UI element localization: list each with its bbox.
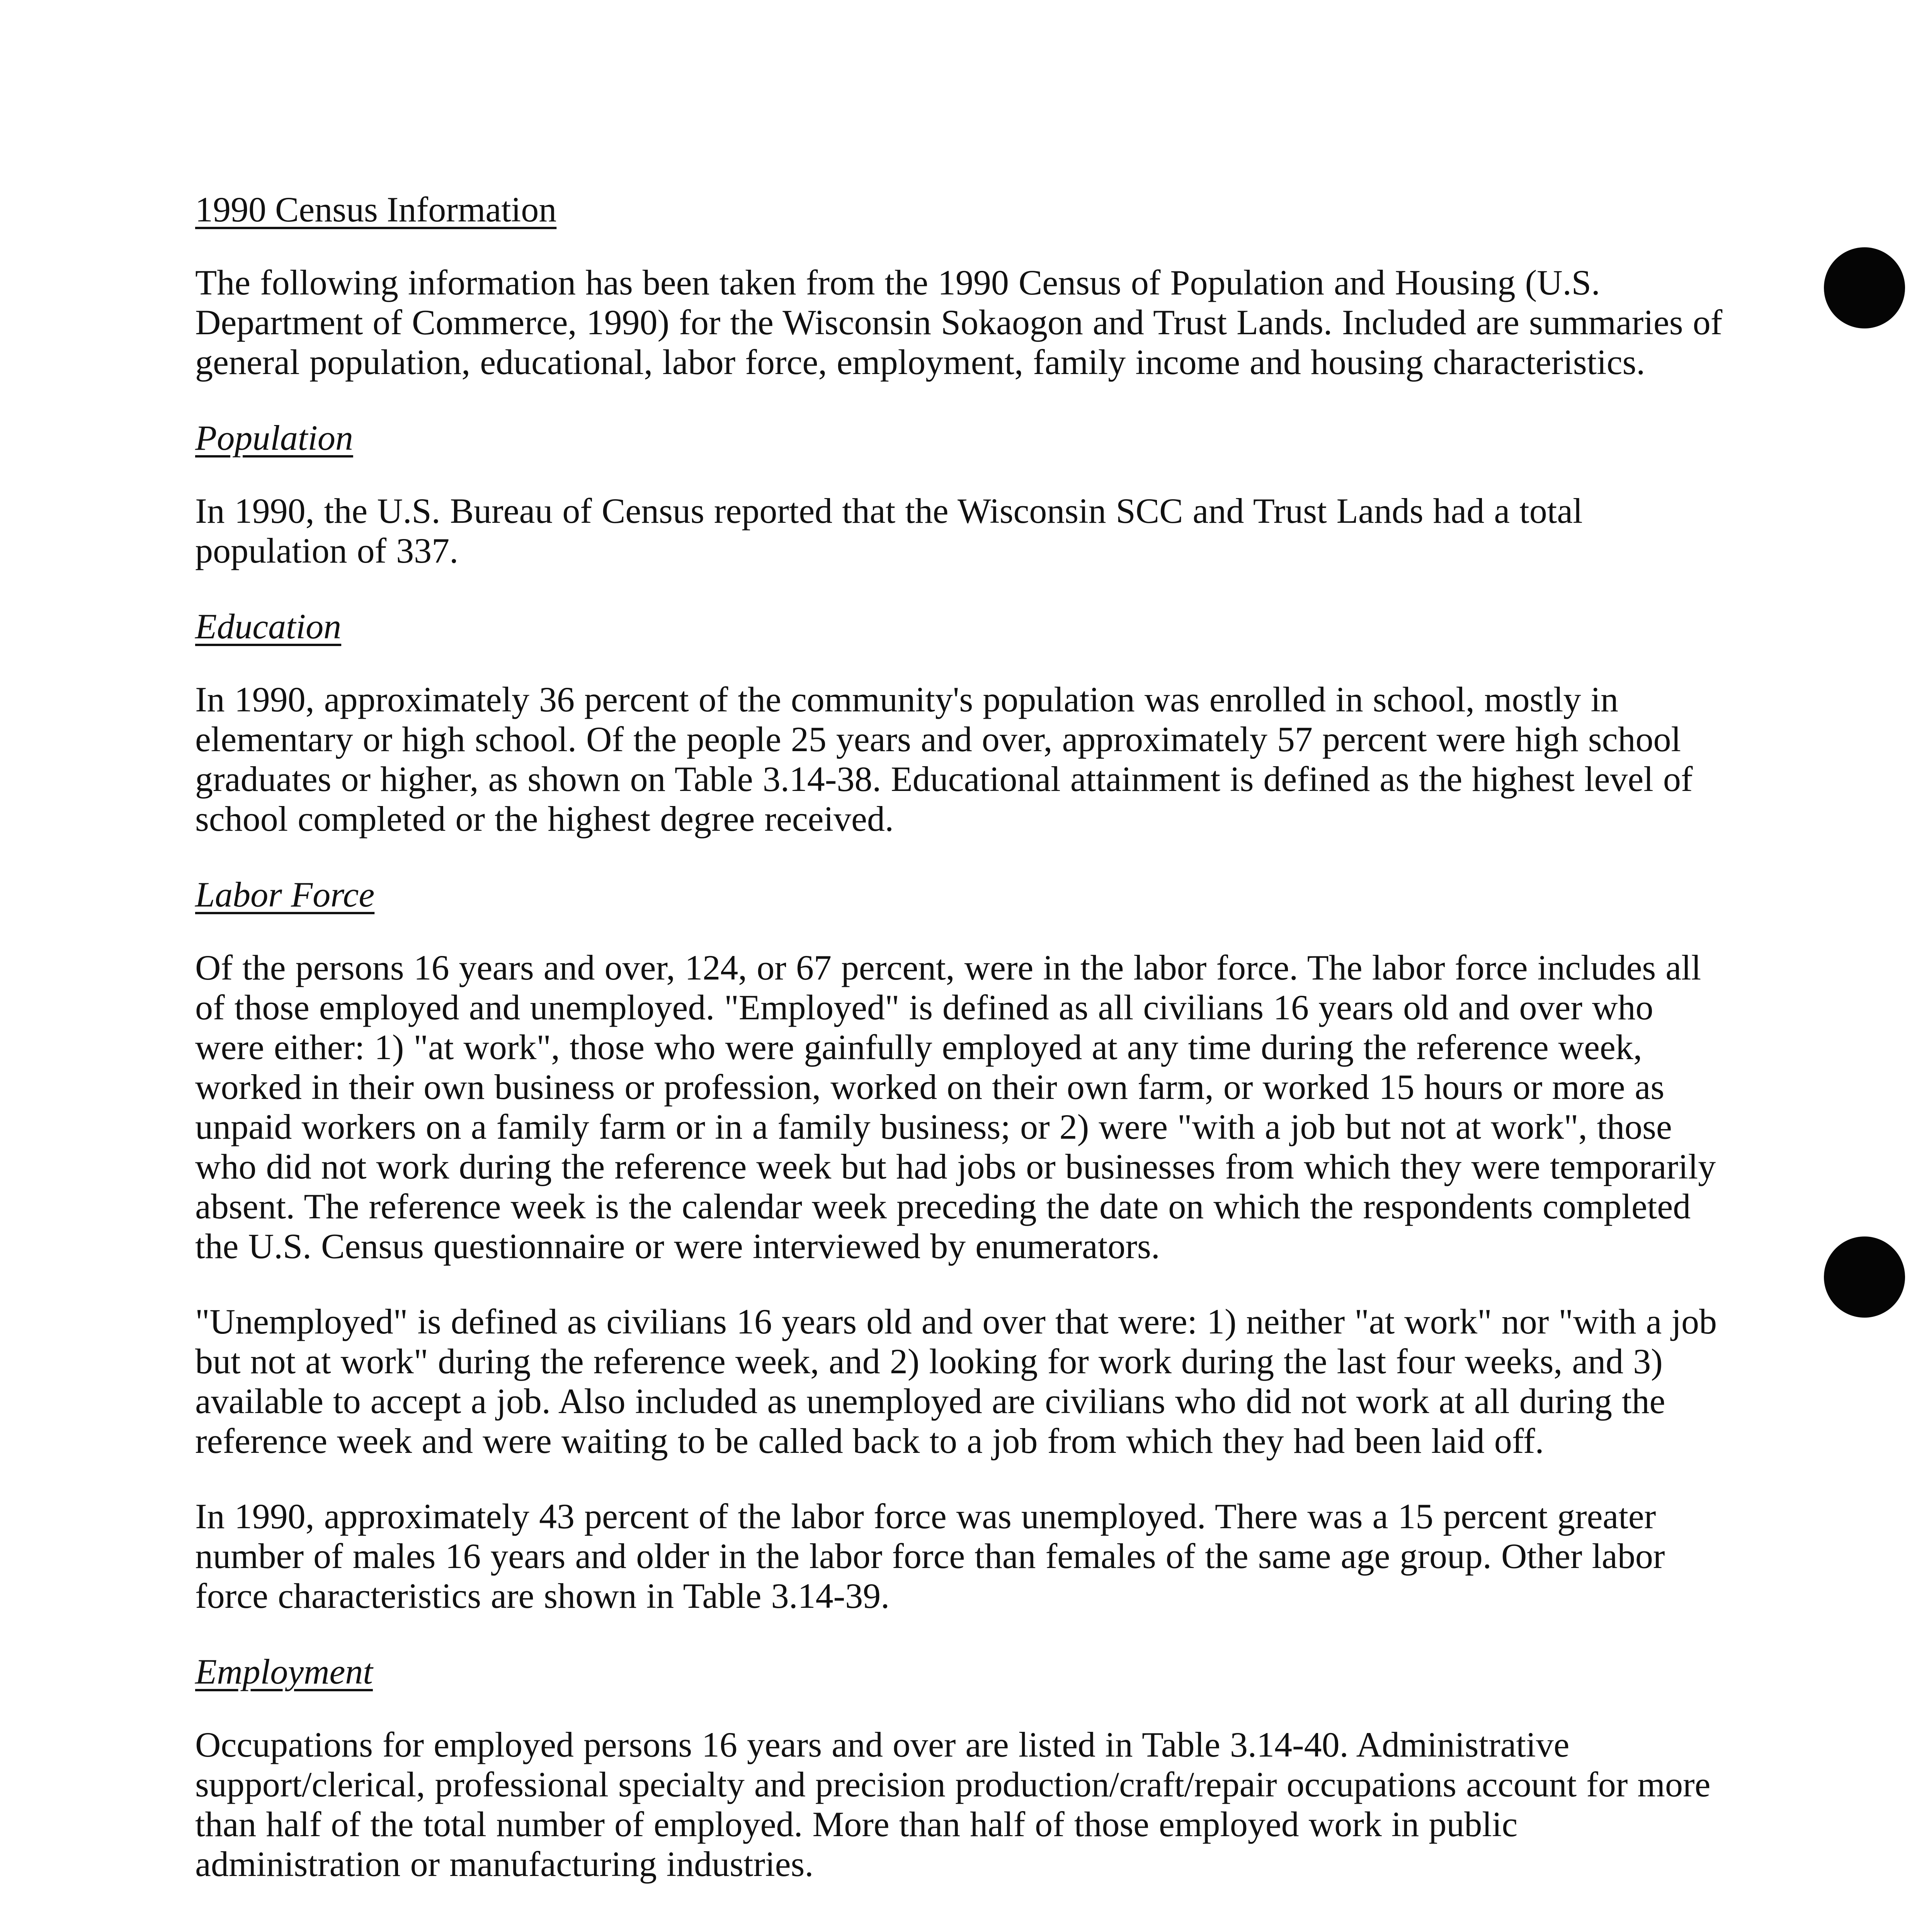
education-paragraph: In 1990, approximately 36 percent of the community's population was enrolled in school, mostly in elementary or high school. Of the people 25 years and over, approximately 57 percent were high school graduates or higher, as shown on Table 3.14-38. Educational attainment is defined as the highest level of school completed or the highest degree received. xyxy=(195,680,1693,838)
section-title: 1990 Census Information xyxy=(195,190,557,229)
employment-paragraph: Occupations for employed persons 16 years and over are listed in Table 3.14-40. Administrative support/clerical, professional specialty and precision production/craft/repair occupations account for more than half of the total number of employed. More than half of those employed work in public administration or manufacturing industries. xyxy=(195,1725,1711,1884)
education-heading: Education xyxy=(195,607,342,646)
employment-heading: Employment xyxy=(195,1652,373,1691)
intro-paragraph: The following information has been taken from the 1990 Census of Population and Housing (U.S. Department of Commerce, 1990) for the Wisconsin Sokaogon and Trust Lands. Included are summaries of general population, educational, labor force, employment, family income and housing characteristics. xyxy=(195,263,1723,382)
population-heading: Population xyxy=(195,418,353,457)
labor-force-heading: Labor Force xyxy=(195,875,375,914)
binder-hole-top xyxy=(1824,247,1905,328)
population-paragraph: In 1990, the U.S. Bureau of Census reported that the Wisconsin SCC and Trust Lands had a total population of 337. xyxy=(195,491,1583,570)
labor-force-paragraph-3: In 1990, approximately 43 percent of the labor force was unemployed. There was a 15 percent greater number of males 16 years and older in the labor force than females of the same age group. Other labor force characteristics are shown in Table 3.14-39. xyxy=(195,1497,1665,1616)
binder-hole-middle xyxy=(1824,1236,1905,1318)
main-content xyxy=(195,189,1725,1920)
labor-force-paragraph-2: "Unemployed" is defined as civilians 16 years old and over that were: 1) neither "at work" nor "with a job but not at work" during the reference week, and 2) looking for work during the last four weeks, and 3) available to accept a job. Also included as unemployed are civilians who did not work at all during the reference week and were waiting to be called back to a job from which they had been laid off. xyxy=(195,1302,1717,1461)
labor-force-paragraph-1: Of the persons 16 years and over, 124, or 67 percent, were in the labor force. The labor force includes all of those employed and unemployed. "Employed" is defined as all civilians 16 years old and over who were either: 1) "at work", those who were gainfully employed at any time during the reference week, worked in their own business or profession, worked on their own farm, or worked 15 hours or more as unpaid workers on a family farm or in a family business; or 2) were "with a job but not at work", those who did not work during the reference week but had jobs or businesses from which they were temporarily absent. The reference week is the calendar week preceding the date on which the respondents completed the U.S. Census questionnaire or were interviewed by enumerators. xyxy=(195,948,1716,1266)
